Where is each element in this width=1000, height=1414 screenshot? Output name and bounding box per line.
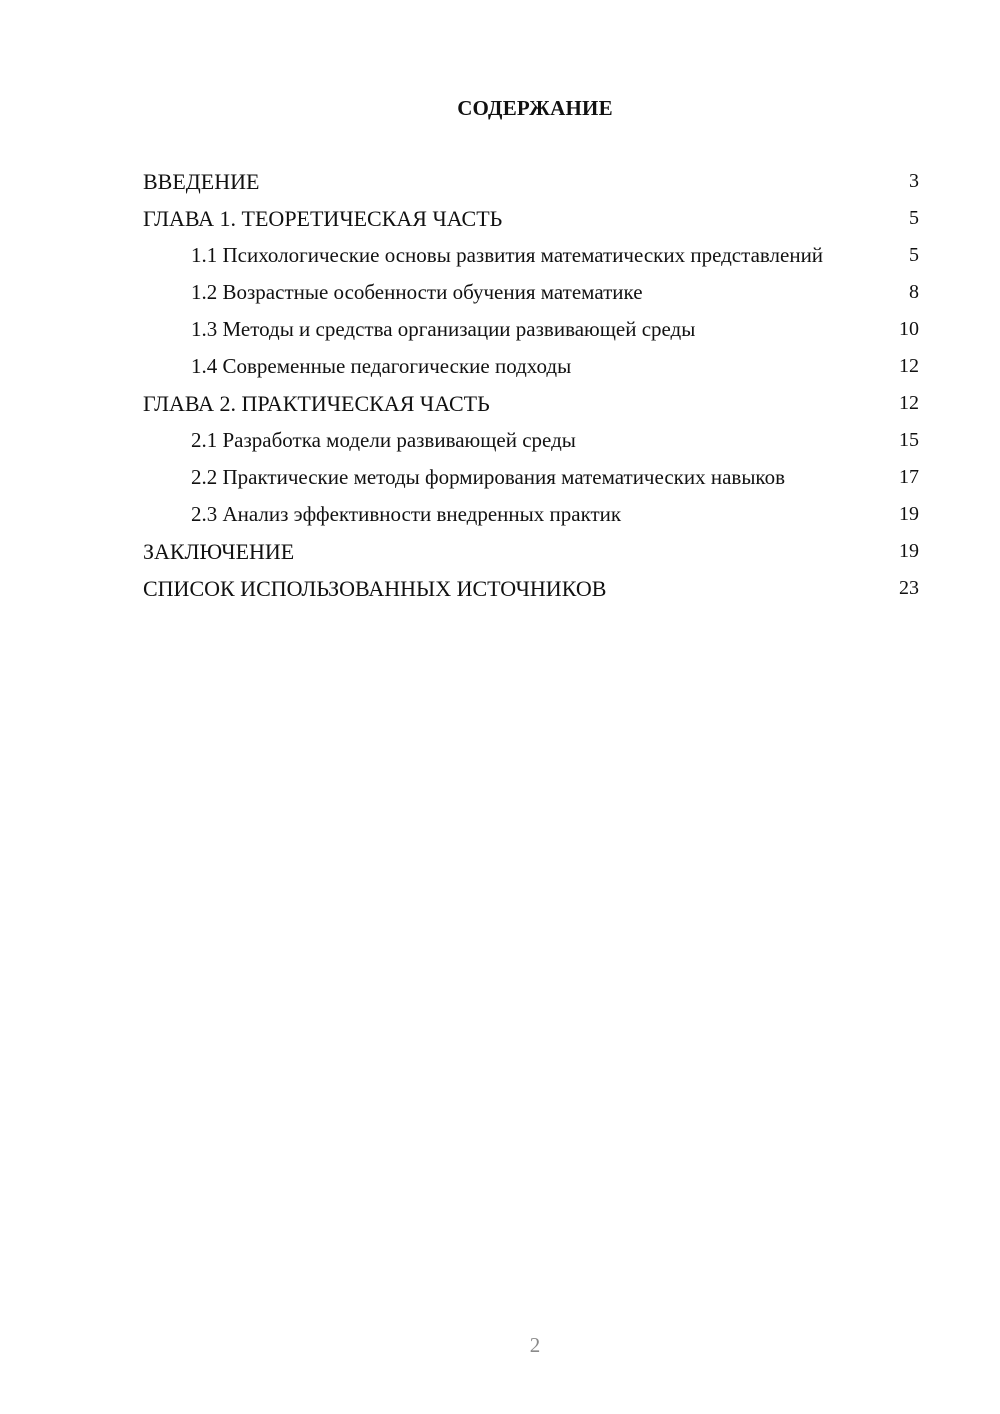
toc-entry-label: СПИСОК ИСПОЛЬЗОВАННЫХ ИСТОЧНИКОВ <box>143 576 607 601</box>
toc-entry-section-1-4[interactable] <box>143 353 919 380</box>
toc-entry-label: 2.1 Разработка модели развивающей среды <box>191 428 576 452</box>
toc-entry-page: 17 <box>899 466 919 488</box>
toc-entry-chapter-2[interactable] <box>143 390 919 417</box>
toc-entry-section-2-1[interactable] <box>143 427 919 454</box>
toc-entry-label: 1.4 Современные педагогические подходы <box>191 354 572 378</box>
toc-title: СОДЕРЖАНИЕ <box>457 96 613 120</box>
toc-entry-page: 12 <box>899 392 919 414</box>
toc-entry-label: ГЛАВА 1. ТЕОРЕТИЧЕСКАЯ ЧАСТЬ <box>143 206 503 231</box>
toc-entry-conclusion[interactable] <box>143 538 919 565</box>
toc-entry-label: ЗАКЛЮЧЕНИЕ <box>143 539 295 564</box>
toc-entry-label: ГЛАВА 2. ПРАКТИЧЕСКАЯ ЧАСТЬ <box>143 391 490 416</box>
toc-entry-label: ВВЕДЕНИЕ <box>143 169 260 194</box>
toc-entry-introduction[interactable] <box>143 168 919 195</box>
toc-entry-page: 19 <box>899 540 919 562</box>
table-of-contents <box>143 168 919 612</box>
toc-entry-page: 8 <box>909 281 919 303</box>
toc-entry-label: 1.2 Возрастные особенности обучения математике <box>191 280 643 304</box>
toc-entry-chapter-1[interactable] <box>143 205 919 232</box>
toc-entry-page: 15 <box>899 429 919 451</box>
toc-entry-section-2-3[interactable] <box>143 501 919 528</box>
toc-entry-section-2-2[interactable] <box>143 464 919 491</box>
toc-entry-page: 5 <box>909 207 919 229</box>
toc-entry-label: 2.2 Практические методы формирования математических навыков <box>191 465 785 489</box>
toc-entry-page: 5 <box>909 244 919 266</box>
toc-entry-label: 1.3 Методы и средства организации развивающей среды <box>191 317 696 341</box>
toc-entry-label: 2.3 Анализ эффективности внедренных практик <box>191 502 622 526</box>
toc-entry-page: 19 <box>899 503 919 525</box>
toc-entry-page: 23 <box>899 577 919 599</box>
toc-entry-label: 1.1 Психологические основы развития математических представлений <box>191 243 824 267</box>
toc-entry-section-1-3[interactable] <box>143 316 919 343</box>
toc-entry-section-1-1[interactable] <box>143 242 919 269</box>
page-number: 2 <box>529 1333 541 1357</box>
toc-entry-references[interactable] <box>143 575 919 602</box>
toc-entry-page: 12 <box>899 355 919 377</box>
toc-entry-page: 10 <box>899 318 919 340</box>
toc-entry-page: 3 <box>909 170 919 192</box>
toc-entry-section-1-2[interactable] <box>143 279 919 306</box>
